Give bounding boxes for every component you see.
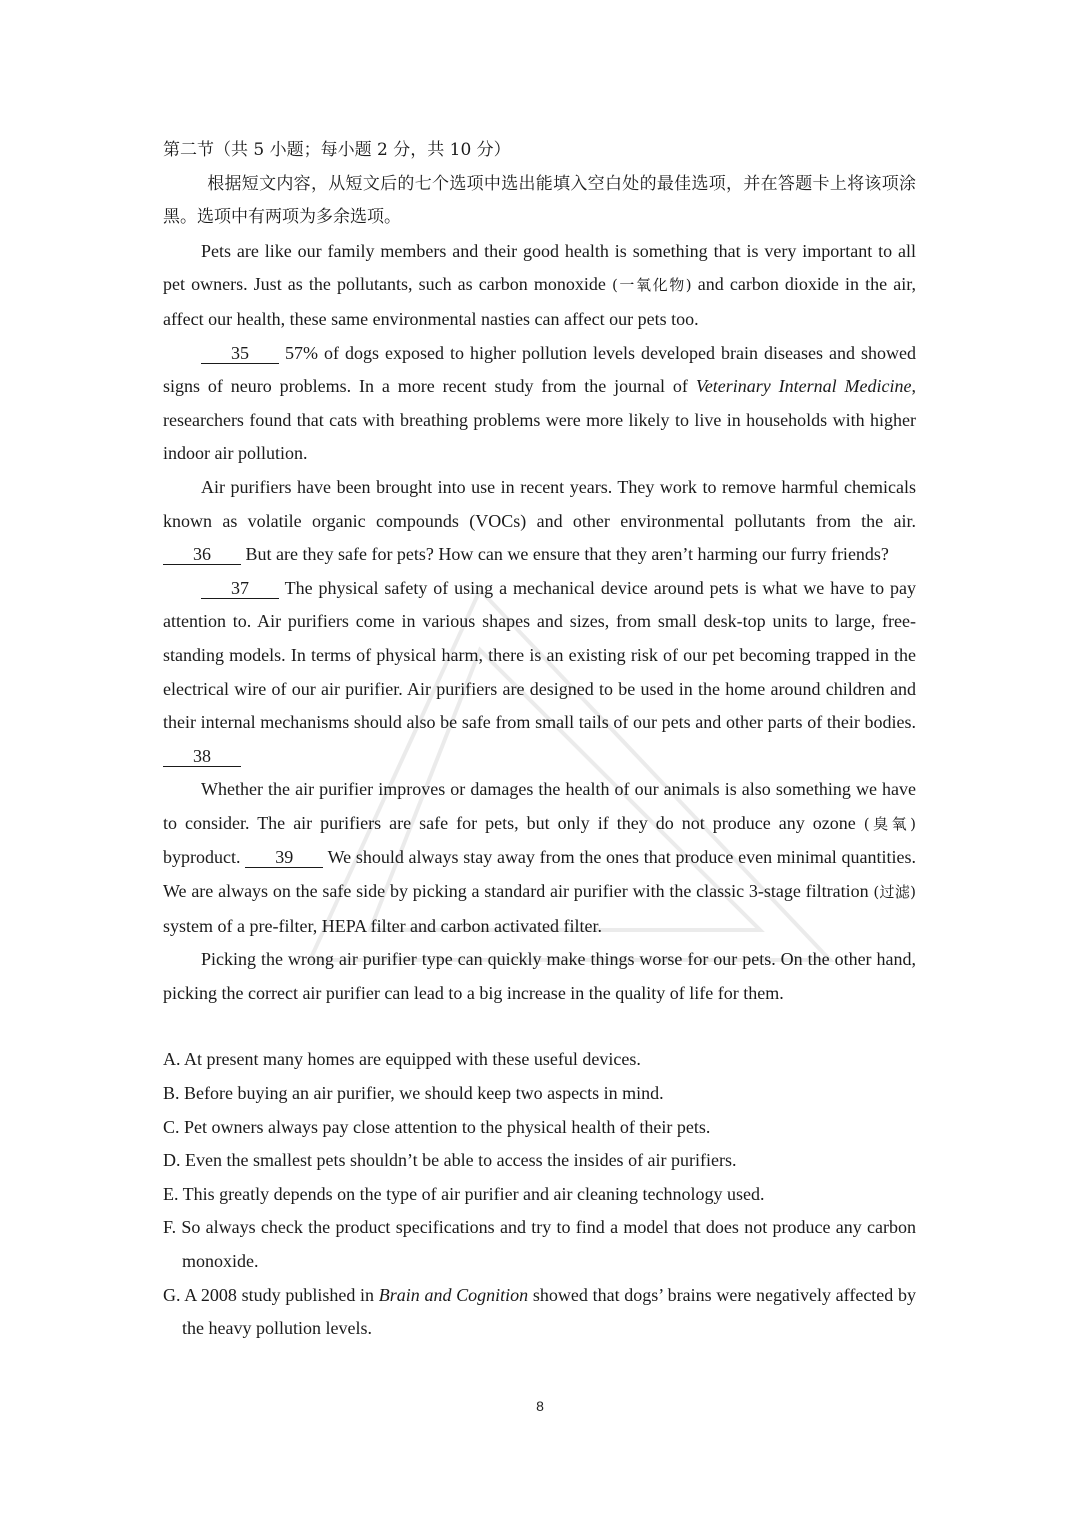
paragraph-text: But are they safe for pets? How can we ensure that they aren’t harming our furry friends? <box>241 544 889 565</box>
option-f: F. So always check the product specifications and try to find a model that does not produce any carbon monoxide. <box>163 1217 916 1271</box>
page-number: 8 <box>536 1398 544 1414</box>
answer-blank-35: 35 <box>201 343 279 364</box>
paragraph-text: Whether the air purifier improves or damages the health of our animals is also something we have to consider. The air purifiers are safe for pets, but only if they do not produce any ozone <box>163 779 916 833</box>
paragraph-text: and carbon dioxide in the air, affect our health, these same environmental nasties can affect our pets too. <box>163 274 916 329</box>
answer-blank-38: 38 <box>163 746 241 767</box>
passage-paragraph-6: Picking the wrong air purifier type can quickly make things worse for our pets. On the other hand, picking the correct air purifier can lead to a big increase in the quality of life for them. <box>163 949 916 1003</box>
paragraph-text: byproduct. <box>163 847 246 868</box>
paragraph-text: Air purifiers have been brought into use in recent years. They work to remove harmful chemicals known as volatile organic compounds (VOCs) and other environmental pollutants from the air. <box>163 476 916 531</box>
instruction-text: 根据短文内容，从短文后的七个选项中选出能填入空白处的最佳选项，并在答题卡上将该项涂黑。选项中有两项为多余选项。 <box>163 173 916 228</box>
spacer <box>163 1010 916 1043</box>
option-text: showed that dogs’ brains were negatively affected by the heavy pollution levels. <box>182 1284 917 1339</box>
chinese-gloss: (一氧化物) <box>611 276 692 295</box>
passage-paragraph-2 <box>163 337 916 471</box>
paragraph-text: system of a pre-filter, HEPA filter and carbon activated filter. <box>163 915 602 936</box>
option-a: A. At present many homes are equipped with these useful devices. <box>163 1049 641 1070</box>
paragraph-text: 57% of dogs exposed to higher pollution levels developed brain diseases and showed signs of neuro problems. In a more recent study from the journal of <box>163 342 916 397</box>
page-content <box>163 134 916 1346</box>
answer-blank-39: 39 <box>245 847 323 868</box>
journal-title: Brain and Cognition <box>378 1284 529 1305</box>
answer-blank-36: 36 <box>163 544 241 565</box>
passage-paragraph-4 <box>163 572 916 774</box>
chinese-gloss: (过滤) <box>873 883 916 902</box>
option-e: E. This greatly depends on the type of air purifier and air cleaning technology used. <box>163 1183 765 1204</box>
paragraph-text: The physical safety of using a mechanical device around pets is what we have to pay attention to. Air purifiers come in various shapes and sizes, from small desk-top units to large, free-standing models. In terms of physical harm, there is an existing risk of our pet becoming trapped in the electrical wire of our air purifier. Air purifiers are designed to be used in the home around children and their internal mechanisms should also be safe from small tails of our pets and other parts of their bodies. <box>163 577 916 733</box>
option-text: G. A 2008 study published in <box>163 1284 379 1305</box>
option-b: B. Before buying an air purifier, we should keep two aspects in mind. <box>163 1083 664 1104</box>
paragraph-text: We should always stay away from the ones that produce even minimal quantities. We are always on the safe side by picking a standard air purifier with the classic 3-stage filtration <box>163 847 917 902</box>
passage-paragraph-5 <box>163 773 916 943</box>
chinese-gloss: (臭氧) <box>863 814 916 833</box>
options-list <box>163 1043 916 1345</box>
paragraph-text: Pets are like our family members and their good health is something that is very important to all pet owners. Just as the pollutants, such as carbon monoxide <box>163 240 916 295</box>
passage-paragraph-3 <box>163 471 916 572</box>
journal-title: Veterinary Internal Medicine <box>695 376 912 397</box>
option-g <box>163 1279 916 1346</box>
passage-paragraph-1 <box>163 235 916 337</box>
option-c: C. Pet owners always pay close attention to the physical health of their pets. <box>163 1116 711 1137</box>
paragraph-text: , researchers found that cats with breathing problems were more likely to live in households with higher indoor air pollution. <box>163 376 917 464</box>
option-d: D. Even the smallest pets shouldn’t be able to access the insides of air purifiers. <box>163 1150 737 1171</box>
section-title: 第二节（共 5 小题；每小题 2 分，共 10 分） <box>163 140 511 160</box>
answer-blank-37: 37 <box>201 578 279 599</box>
